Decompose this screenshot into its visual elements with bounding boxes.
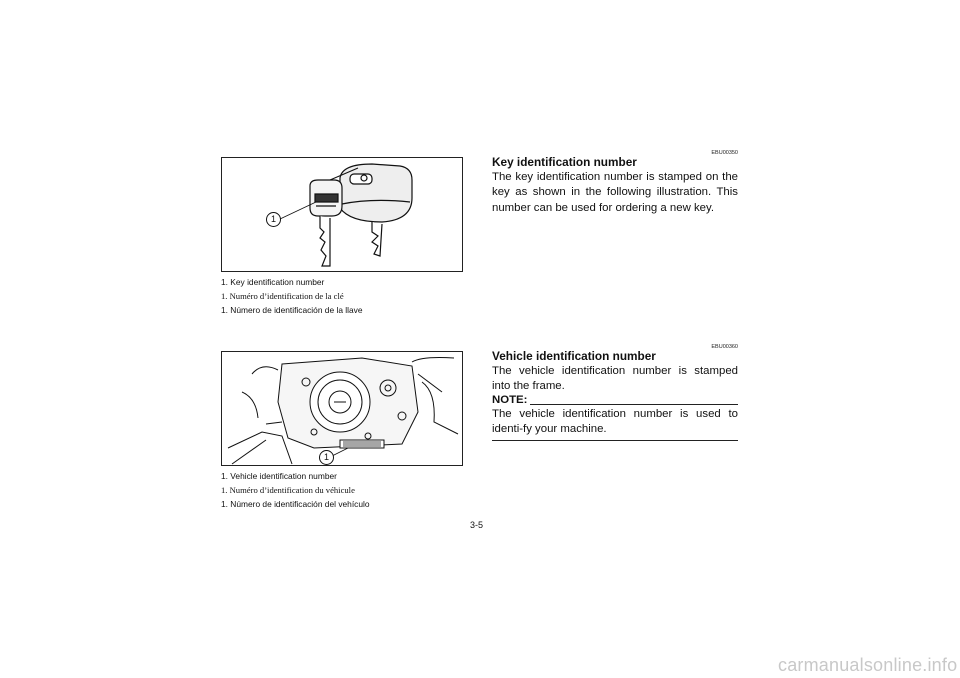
figure2-caption-fr: 1. Numéro d’identification du véhicule bbox=[221, 485, 355, 495]
figure1-caption-es: 1. Número de identificación de la llave bbox=[221, 305, 363, 315]
key-section-heading: Key identification number bbox=[492, 155, 637, 169]
figure2-caption-es: 1. Número de identificación del vehículo bbox=[221, 499, 370, 509]
note-top-rule bbox=[530, 404, 738, 405]
note-bottom-rule bbox=[492, 440, 738, 441]
key-section-body: The key identification number is stamped on the key as shown in the following illustration. This number can be used for ordering a new key. bbox=[492, 171, 738, 214]
page-number: 3-5 bbox=[470, 520, 484, 530]
section-code: EBU00360 bbox=[711, 344, 738, 350]
figure2-caption-en: 1. Vehicle identification number bbox=[221, 471, 337, 481]
figure1-caption-fr: 1. Numéro d’identification de la clé bbox=[221, 291, 344, 301]
note-label: NOTE: bbox=[492, 394, 528, 406]
key-drawing bbox=[222, 158, 462, 271]
section-code: EBU00350 bbox=[711, 150, 738, 156]
note-text: The vehicle identification number is used to identi-fy your machine. bbox=[492, 408, 738, 436]
vehicle-section-heading: Vehicle identification number bbox=[492, 349, 656, 363]
watermark: carmanualsonline.info bbox=[778, 655, 958, 675]
engine-drawing bbox=[222, 352, 462, 465]
vehicle-illustration bbox=[221, 351, 463, 466]
callout-1: 1 bbox=[319, 450, 334, 465]
key-illustration bbox=[221, 157, 463, 272]
vehicle-section-body: The vehicle identification number is stamped into the frame. bbox=[492, 365, 738, 393]
figure1-caption-en: 1. Key identification number bbox=[221, 277, 325, 287]
callout-1: 1 bbox=[266, 212, 281, 227]
